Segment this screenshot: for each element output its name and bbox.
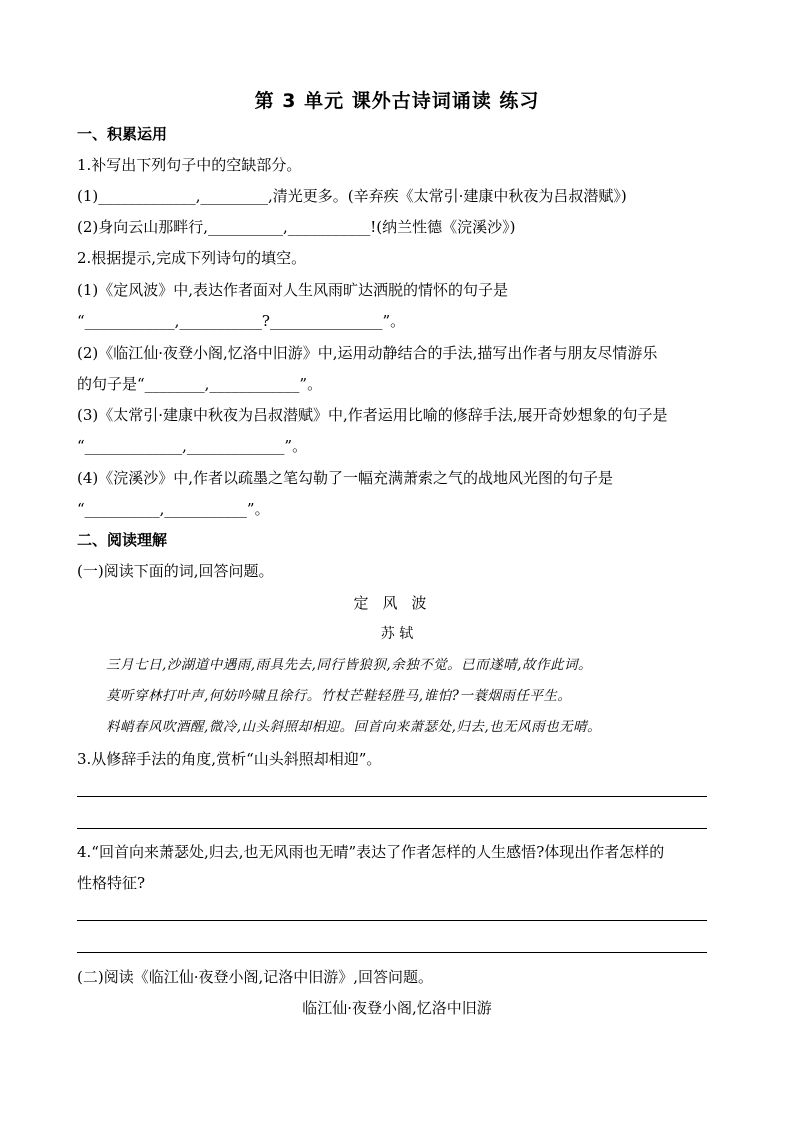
reading-intro-1: (一)阅读下面的词,回答问题。 bbox=[77, 562, 274, 580]
section-heading-1: 一、积累运用 bbox=[77, 125, 168, 143]
question-3: 3.从修辞手法的角度,赏析“山头斜照却相迎”。 bbox=[77, 750, 382, 768]
question-4: 4.“回首向来萧瑟处,归去,也无风雨也无晴”表达了作者怎样的人生感悟?体现出作者怎样的 bbox=[77, 843, 665, 861]
poem-1-author: 苏 轼 bbox=[380, 626, 414, 642]
question-2-3: (3)《太常引·建康中秋夜为吕叔潜赋》中,作者运用比喻的修辞手法,展开奇妙想象的句子是 bbox=[77, 406, 668, 424]
poem-1-stanza-2: 料峭春风吹酒醒,微冷,山头斜照却相迎。回首向来萧瑟处,归去,也无风雨也无晴。 bbox=[106, 719, 602, 735]
question-2-4: (4)《浣溪沙》中,作者以疏墨之笔勾勒了一幅充满萧索之气的战地风光图的句子是 bbox=[77, 469, 614, 487]
question-2-2-blank: 的句子是“________,____________”。 bbox=[77, 375, 323, 393]
question-2-1-blank: “____________,___________?_______________”。 bbox=[77, 312, 406, 330]
answer-line bbox=[77, 796, 707, 797]
question-1-2: (2)身向云山那畔行,__________,___________!(纳兰性德《浣溪沙》) bbox=[77, 218, 516, 236]
reading-intro-2: (二)阅读《临江仙·夜登小阁,记洛中旧游》,回答问题。 bbox=[77, 968, 434, 986]
question-4-cont: 性格特征? bbox=[77, 874, 146, 892]
poem-1-stanza-1: 莫听穿林打叶声,何妨吟啸且徐行。竹杖芒鞋轻胜马,谁怕?一蓑烟雨任平生。 bbox=[106, 688, 572, 704]
page-title: 第 3 单元 课外古诗词诵读 练习 bbox=[254, 90, 540, 112]
answer-line bbox=[77, 952, 707, 953]
question-2-1: (1)《定风波》中,表达作者面对人生风雨旷达洒脱的情怀的句子是 bbox=[77, 281, 509, 299]
question-2-3-blank: “_____________,_____________”。 bbox=[77, 437, 308, 455]
question-2-2: (2)《临江仙·夜登小阁,忆洛中旧游》中,运用动静结合的手法,描写出作者与朋友尽情游乐 bbox=[77, 344, 658, 362]
question-2-4-blank: “__________,___________”。 bbox=[77, 500, 270, 518]
poem-2-title: 临江仙·夜登小阁,忆洛中旧游 bbox=[302, 999, 492, 1017]
question-1-1: (1)_____________,_________,清光更多。(辛弃疾《太常引·建康中秋夜为吕叔潜赋》) bbox=[77, 187, 627, 205]
poem-1-preface: 三月七日,沙湖道中遇雨,雨具先去,同行皆狼狈,余独不觉。已而遂晴,故作此词。 bbox=[106, 657, 592, 673]
section-heading-2: 二、阅读理解 bbox=[77, 531, 168, 549]
question-2: 2.根据提示,完成下列诗句的填空。 bbox=[77, 249, 307, 267]
poem-1-title: 定风波 bbox=[353, 594, 441, 612]
answer-line bbox=[77, 828, 707, 829]
answer-line bbox=[77, 920, 707, 921]
question-1: 1.补写出下列句子中的空缺部分。 bbox=[77, 156, 302, 174]
